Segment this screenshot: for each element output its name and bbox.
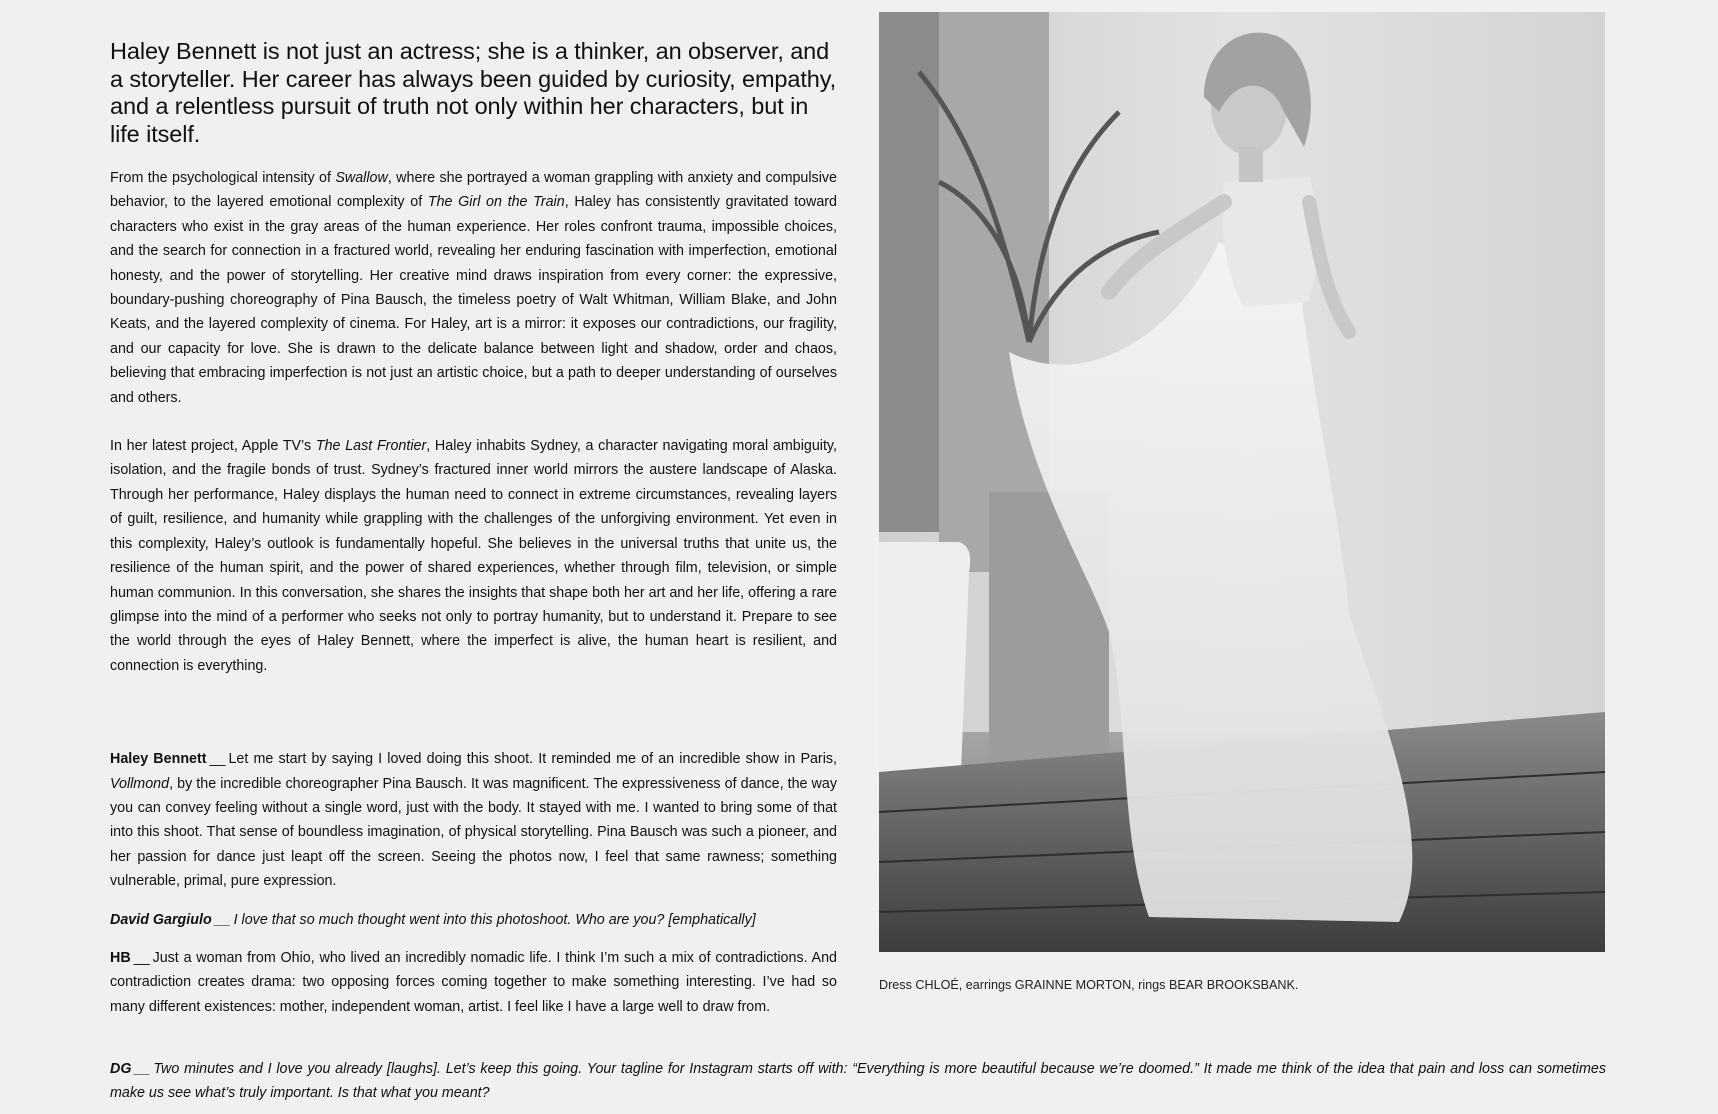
neck (1239, 147, 1263, 182)
para1-text-3: , Haley has consistently gravitated toward characters who exist in the gray areas of the human experience. Her roles confront trauma, impossible choices, and the search for connection in a fractured world, revealing her enduring fascination with imperfection, emotional honesty, and the power of storytelling. Her creative mind draws inspiration from every corner: the expressive, boundary-pushing choreography of Pina Bausch, the timeless poetry of Walt Whitman, William Blake, and John Keats, and the layered complexity of cinema. For Haley, art is a mirror: it exposes our contradictions, our fragility, and our capacity for love. She is drawn to the delicate balance between light and shadow, order and chaos, believing that embracing imperfection is not just an artistic choice, but a path to deeper understanding of ourselves and others. (110, 194, 837, 406)
speaker-separator: __ (209, 751, 226, 768)
photo-illustration (879, 12, 1605, 952)
intro-paragraph-1 (110, 166, 837, 410)
para2-text-1: In her latest project, Apple TV’s (110, 438, 316, 455)
show-title-last-frontier: The Last Frontier (315, 438, 427, 455)
question-1 (110, 908, 837, 932)
answer-1-text-2: , by the incredible choreographer Pina Bausch. It was magnificent. The expressiveness of dance, the way you can convey feeling without a single word, just with the body. It stayed with me. I wanted to bring some of that into this shoot. That sense of boundless imagination, of physical storytelling. Pina Bausch was such a pioneer, and her passion for dance just leapt off the screen. Seeing the photos now, I feel that same rawness; something vulnerable, primal, pure expression. (110, 775, 837, 890)
speaker-name: HB (110, 949, 131, 966)
answer-2-text: Just a woman from Ohio, who lived an incredibly nomadic life. I think I’m such a mix of contradictions. And contradiction creates drama: two opposing forces coming together to make something interesting. I’ve had so many different existences: mother, independent woman, artist. I feel like I have a large well to draw from. (110, 949, 837, 1015)
editorial-photo (879, 12, 1605, 952)
film-title-girl-on-the-train: The Girl on the Train (427, 194, 565, 211)
speaker-separator: __ (133, 949, 150, 966)
photo-caption: Dress CHLOÉ, earrings GRAINNE MORTON, rings BEAR BROOKSBANK. (879, 978, 1299, 992)
para2-text-2: , Haley inhabits Sydney, a character navigating moral ambiguity, isolation, and the fragile bonds of trust. Sydney’s fractured inner world mirrors the austere landscape of Alaska. Through her performance, Haley displays the human need to connect in extreme circumstances, revealing layers of guilt, resilience, and humanity while grappling with the challenges of the unforgiving environment. Yet even in this complexity, Haley’s outlook is fundamentally hopeful. She believes in the universal truths that unite us, the resilience of the human spirit, and the power of shared experiences, whether through film, television, or simple human communion. In this conversation, she shares the insights that shape both her art and her life, offering a rare glimpse into the mind of a performer who seeks not only to portray humanity, but to understand it. Prepare to see the world through the eyes of Haley Bennett, where the imperfect is alive, the human heart is resilient, and connection is everything. (110, 438, 837, 674)
doorway (939, 12, 1049, 572)
answer-1-text-1: Let me start by saying I loved doing this shoot. It reminded me of an incredible show in Paris, (228, 751, 837, 768)
intro-paragraph-2 (110, 434, 837, 678)
article-column (110, 38, 837, 1033)
article-lede: Haley Bennett is not just an actress; she is a thinker, an observer, and a storyteller. Her career has always been guided by curiosity, empathy, and a relentless pursuit of truth not only within her characters, but in life itself. (110, 38, 837, 147)
answer-2 (110, 946, 837, 1019)
speaker-name: Haley Bennett (110, 751, 207, 768)
dress-bodice (1223, 177, 1319, 307)
speaker-name: DG (110, 1061, 132, 1077)
question-2-text: Two minutes and I love you already [laughs]. Let’s keep this going. Your tagline for Instagram starts off with: “Everything is more beautiful because we’re doomed.” It made me think of the idea that pain and loss can sometimes make us see what’s truly important. Is that what you meant? (110, 1061, 1606, 1102)
speaker-name: David Gargiulo (110, 911, 212, 928)
interview-section (110, 747, 837, 1019)
para1-text-2: , where she portrayed a woman grappling with anxiety and compulsive behavior, to the layered emotional complexity of (110, 170, 837, 211)
speaker-separator: __ (134, 1061, 151, 1077)
question-1-text: I love that so much thought went into this photoshoot. Who are you? [emphatically] (233, 911, 756, 928)
speaker-separator: __ (214, 911, 231, 928)
question-2 (110, 1057, 1606, 1106)
para1-text-1: From the psychological intensity of (110, 170, 336, 186)
film-title-swallow: Swallow (335, 170, 388, 186)
show-title-vollmond: Vollmond (110, 775, 170, 792)
answer-1 (110, 747, 837, 893)
